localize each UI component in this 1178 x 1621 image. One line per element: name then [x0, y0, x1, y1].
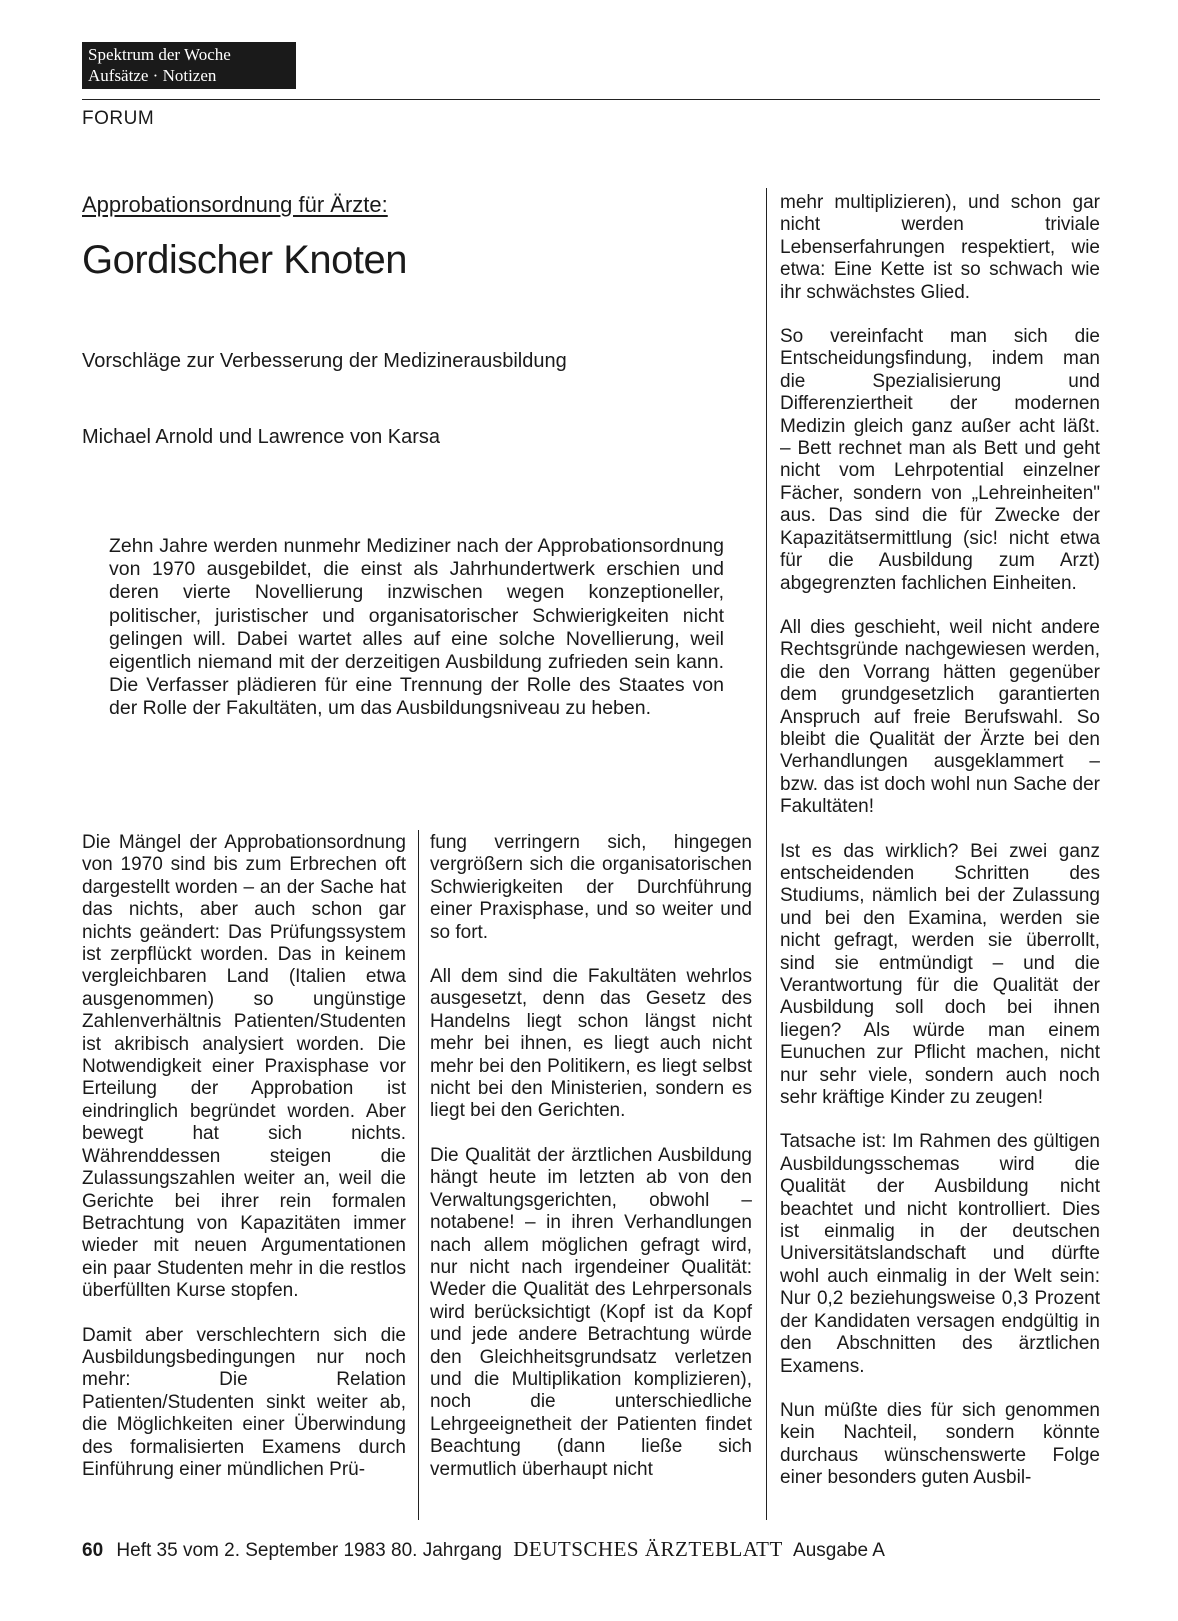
paragraph: All dies geschieht, weil nicht andere Rechtsgründe nachgewiesen werden, die den Vorrang hätten gegenüber dem grundgesetzlich garantierten Anspruch auf freie Berufswahl. So bleibt die Qualität der Ärzte bei den Verhandlungen ausgeklammert – bzw. das ist doch wohl nun Sache der Fakultäten! — [780, 616, 1100, 818]
text-column-1 — [82, 832, 406, 1503]
column-rule-2 — [766, 188, 767, 1520]
badge-line-2: Aufsätze · Notizen — [88, 66, 217, 85]
issue-info: Heft 35 vom 2. September 1983 80. Jahrgang — [116, 1540, 502, 1561]
section-label: FORUM — [82, 108, 155, 129]
text-column-2 — [430, 832, 752, 1503]
paragraph: Ist es das wirklich? Bei zwei ganz entscheidenden Schritten des Studiums, nämlich bei der Zulassung und bei den Examina, werden sie nicht gefragt, werden sie überrollt, sind sie entmündigt – und die Verantwortung für die Qualität der Ausbildung soll doch bei ihnen liegen? Als würde man einem Eunuchen zur Pflicht machen, nicht nur sehr viele, sondern auch noch sehr kräftige Kinder zu zeugen! — [780, 840, 1100, 1109]
column-rule-1 — [418, 830, 419, 1520]
text-column-3 — [780, 192, 1100, 1512]
paragraph: Tatsache ist: Im Rahmen des gültigen Ausbildungsschemas wird die Qualität der Ausbildung nicht beachtet und nicht kontrolliert. Dies ist einmalig in der deutschen Universitätslandschaft und dürfte wohl auch einmalig in der Welt sein: Nur 0,2 beziehungsweise 0,3 Prozent der Kandidaten versagen endgültig in den Abschnitten des ärztlichen Examens. — [780, 1131, 1100, 1377]
journal-name: DEUTSCHES ÄRZTEBLATT — [513, 1537, 783, 1561]
paragraph: So vereinfacht man sich die Entscheidungsfindung, indem man die Spezialisierung und Differenziertheit der modernen Medizin gleich ganz außer acht läßt. – Bett rechnet man als Bett und geht nicht vom Lehrpotential einzelner Fächer, sondern von „Lehreinheiten" aus. Das sind die für Zwecke der Kapazitätsermittlung (sic! nicht etwa für die Ausbildung zum Arzt) abgegrenzten fachlichen Einheiten. — [780, 326, 1100, 594]
page-number: 60 — [82, 1540, 104, 1561]
paragraph: Die Mängel der Approbationsordnung von 1970 sind bis zum Erbrechen oft dargestellt worden – an der Sache hat das nichts, aber auch schon gar nichts geändert: Das Prüfungssystem ist zerpflückt worden. Das in keinem vergleichbaren Land (Italien etwa ausgenommen) so ungünstige Zahlenverhältnis Patienten/Studenten ist akribisch analysiert worden. Die Notwendigkeit einer Praxisphase vor Erteilung der Approbation ist eindringlich begründet worden. Aber bewegt hat sich nichts. Währenddessen steigen die Zulassungszahlen weiter an, weil die Gerichte bei ihrer rein formalen Betrachtung von Kapazitäten immer wieder mit neuen Argumentationen ein paar Studenten mehr in die restlos überfüllten Kurse stopfen. — [82, 832, 406, 1302]
badge-line-1: Spektrum der Woche — [88, 45, 231, 64]
paragraph: Die Qualität der ärztlichen Ausbildung hängt heute im letzten ab von den Verwaltungsgerichten, obwohl – notabene! – in ihren Verhandlungen nach allem möglichen gefragt wird, nur nicht nach irgendeiner Qualität: Weder die Qualität des Lehrpersonals wird berücksichtigt (Kopf ist da Kopf und jede andere Betrachtung würde den Gleichheitsgrundsatz verletzen und die Multiplikation komplizieren), noch die unterschiedliche Lehrgeeignetheit der Patienten findet Beachtung (dann ließe sich vermutlich überhaupt nicht — [430, 1144, 752, 1480]
edition-label: Ausgabe A — [793, 1540, 885, 1561]
article-authors: Michael Arnold und Lawrence von Karsa — [82, 426, 440, 448]
header-rule — [82, 99, 1100, 100]
page-footer — [82, 1537, 885, 1562]
article-title: Gordischer Knoten — [82, 238, 408, 282]
paragraph: fung verringern sich, hingegen vergrößern sich die organisatorischen Schwierigkeiten der Durchführung einer Praxisphase, und so weiter und so fort. — [430, 832, 752, 943]
paragraph: Nun müßte dies für sich genommen kein Nachteil, sondern könnte durchaus wünschenswerte Folge einer besonders guten Ausbil- — [780, 1399, 1100, 1489]
section-badge — [82, 42, 296, 89]
article-kicker: Approbationsordnung für Ärzte: — [82, 192, 388, 217]
paragraph: All dem sind die Fakultäten wehrlos ausgesetzt, denn das Gesetz des Handelns liegt schon längst nicht mehr bei ihnen, es liegt auch nicht mehr bei den Politikern, es liegt selbst nicht bei den Ministerien, sondern es liegt bei den Gerichten. — [430, 966, 752, 1122]
article-subtitle: Vorschläge zur Verbesserung der Medizinerausbildung — [82, 350, 567, 372]
paragraph: mehr multiplizieren), und schon gar nicht werden triviale Lebenserfahrungen respektiert, wie etwa: Eine Kette ist so schwach wie ihr schwächstes Glied. — [780, 192, 1100, 303]
paragraph: Damit aber verschlechtern sich die Ausbildungsbedingungen nur noch mehr: Die Relation Patienten/Studenten sinkt weiter ab, die Möglichkeiten einer Überwindung des formalisierten Examens durch Einführung einer mündlichen Prü- — [82, 1324, 406, 1480]
article-abstract: Zehn Jahre werden nunmehr Mediziner nach der Approbationsordnung von 1970 ausgebildet, die einst als Jahrhundertwerk erschien und deren vierte Novellierung inzwischen wegen konzeptioneller, politischer, juristischer und organisatorischer Schwierigkeiten nicht gelingen will. Dabei wartet alles auf eine solche Novellierung, weil eigentlich niemand mit der derzeitigen Ausbildung zufrieden sein kann. Die Verfasser plädieren für eine Trennung der Rolle des Staates von der Rolle der Fakultäten, um das Ausbildungsniveau zu heben. — [109, 535, 724, 720]
